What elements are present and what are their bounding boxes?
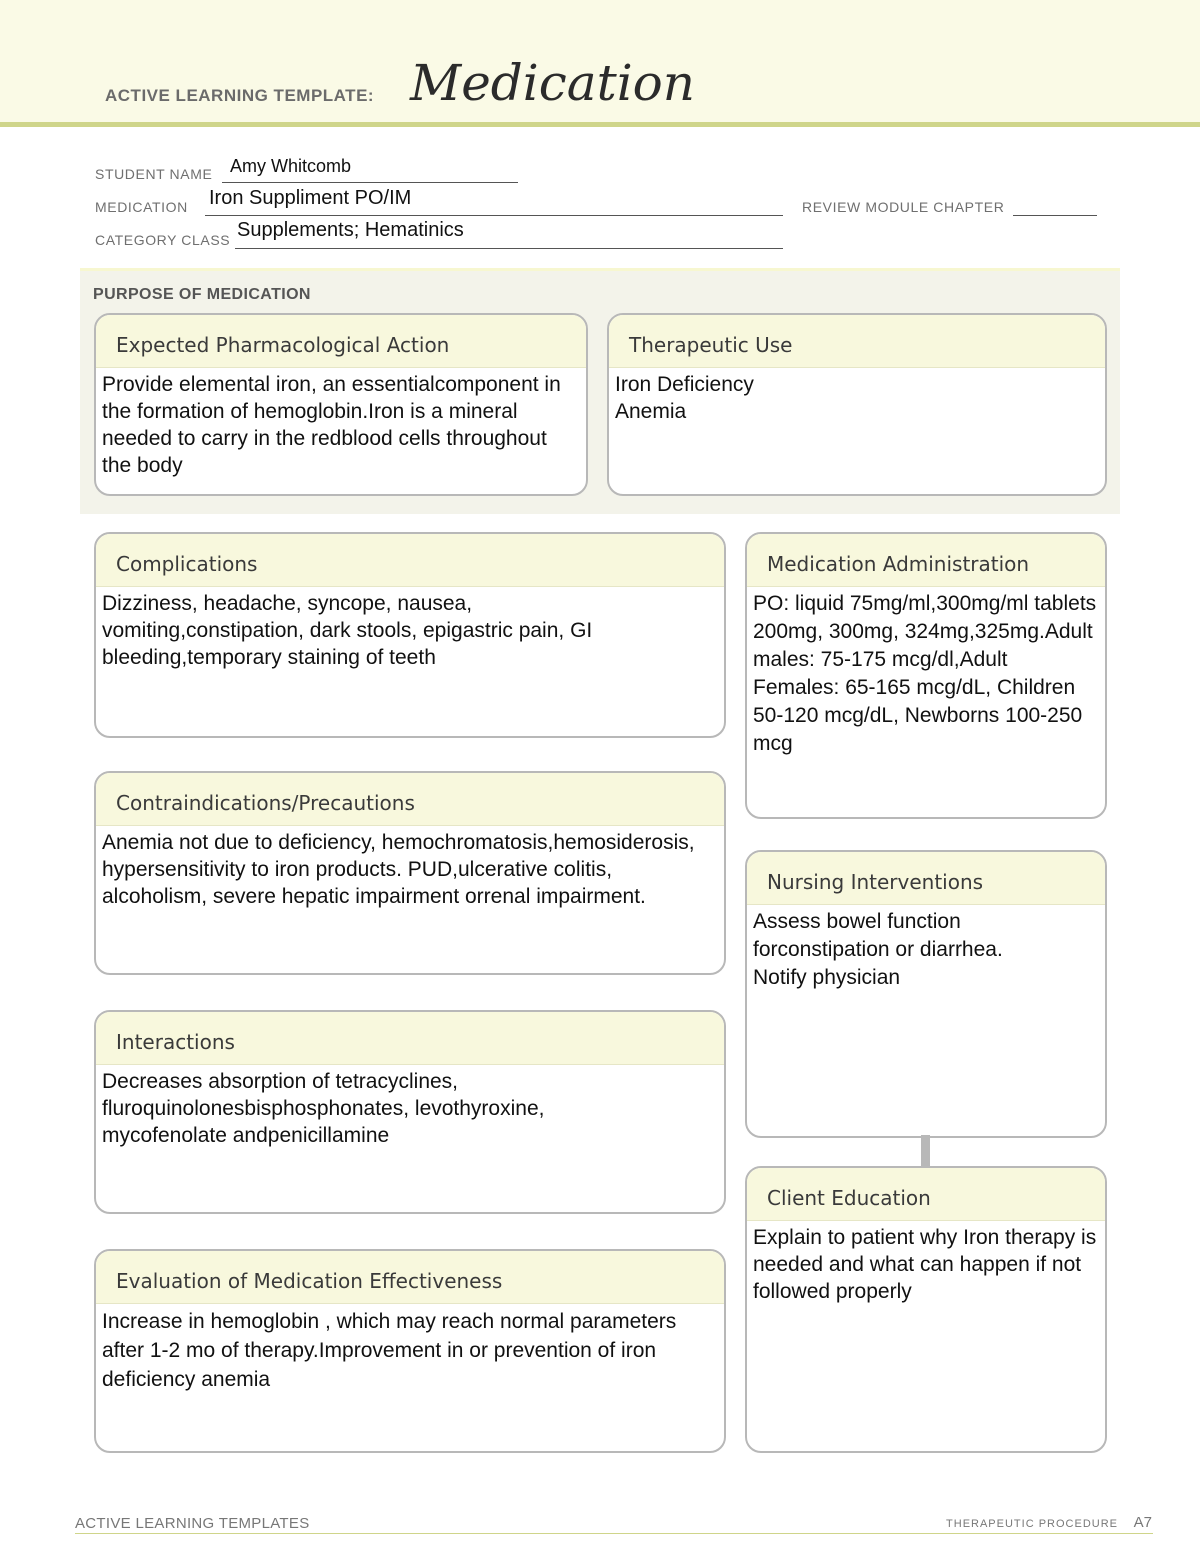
student-name-label: STUDENT NAME: [95, 166, 213, 182]
interactions-text[interactable]: Decreases absorption of tetracyclines, fluroquinolonesbisphosphonates, levothyroxine, mycofenolate andpenicillamine: [102, 1070, 545, 1147]
footer-left: ACTIVE LEARNING TEMPLATES: [75, 1515, 310, 1532]
client-education-title: Client Education: [767, 1186, 931, 1210]
complications-box: [94, 532, 726, 738]
template-type: Medication: [410, 54, 695, 112]
footer-right: THERAPEUTIC PROCEDURE: [946, 1518, 1118, 1530]
header-divider: [0, 122, 1200, 127]
section-connector: [921, 1135, 930, 1166]
expected-action-title: Expected Pharmacological Action: [116, 333, 450, 357]
contraindications-box: [94, 771, 726, 975]
client-education-box: [745, 1166, 1107, 1453]
medication-administration-text[interactable]: PO: liquid 75mg/ml,300mg/ml tablets 200mg, 300mg, 324mg,325mg.Adult males: 75-175 mcg/dl,Adult Females: 65-165 mcg/dL, Children 50-120 mcg/dL, Newborns 100-250 mcg: [753, 592, 1097, 755]
expected-action-text[interactable]: Provide elemental iron, an essentialcomponent in the formation of hemoglobin.Iron is a mineral needed to carry in the redblood cells throughout the body: [102, 373, 561, 477]
medication-administration-title: Medication Administration: [767, 552, 1030, 576]
expected-action-box: [94, 313, 588, 496]
evaluation-text[interactable]: Increase in hemoglobin , which may reach normal parameters after 1-2 mo of therapy.Improvement in or prevention of iron deficiency anemia: [102, 1310, 677, 1391]
contraindications-text[interactable]: Anemia not due to deficiency, hemochromatosis,hemosiderosis, hypersensitivity to iron products. PUD,ulcerative colitis, alcoholism, severe hepatic impairment orrenal impairment.: [102, 831, 695, 908]
therapeutic-use-box: [607, 313, 1107, 496]
complications-title: Complications: [116, 552, 258, 576]
purpose-title: PURPOSE OF MEDICATION: [93, 286, 311, 303]
evaluation-title: Evaluation of Medication Effectiveness: [116, 1269, 503, 1293]
nursing-interventions-text[interactable]: Assess bowel function forconstipation or diarrhea. Notify physician: [753, 910, 1003, 989]
nursing-interventions-title: Nursing Interventions: [767, 870, 984, 894]
interactions-title: Interactions: [116, 1030, 235, 1054]
template-label: ACTIVE LEARNING TEMPLATE:: [105, 86, 375, 105]
category-class-field[interactable]: Supplements; Hematinics: [237, 219, 464, 241]
medication-label: MEDICATION: [95, 199, 188, 215]
review-module-label: REVIEW MODULE CHAPTER: [802, 199, 1005, 215]
complications-text[interactable]: Dizziness, headache, syncope, nausea, vomiting,constipation, dark stools, epigastric pain, GI bleeding,temporary staining of teeth: [102, 592, 593, 669]
contraindications-title: Contraindications/Precautions: [116, 791, 415, 815]
student-name-field[interactable]: Amy Whitcomb: [230, 156, 352, 176]
interactions-box: [94, 1010, 726, 1214]
review-module-line: [1013, 193, 1097, 216]
evaluation-box: [94, 1249, 726, 1453]
medication-administration-box: [745, 532, 1107, 819]
footer-page-number: A7: [1133, 1514, 1152, 1531]
footer-divider: [75, 1533, 1153, 1534]
category-class-label: CATEGORY CLASS: [95, 232, 231, 248]
therapeutic-use-title: Therapeutic Use: [629, 333, 793, 357]
medication-field[interactable]: Iron Suppliment PO/IM: [209, 187, 412, 209]
client-education-text[interactable]: Explain to patient why Iron therapy is needed and what can happen if not followed properly: [753, 1226, 1097, 1303]
therapeutic-use-text[interactable]: Iron Deficiency Anemia: [615, 373, 754, 423]
nursing-interventions-box: [745, 850, 1107, 1138]
